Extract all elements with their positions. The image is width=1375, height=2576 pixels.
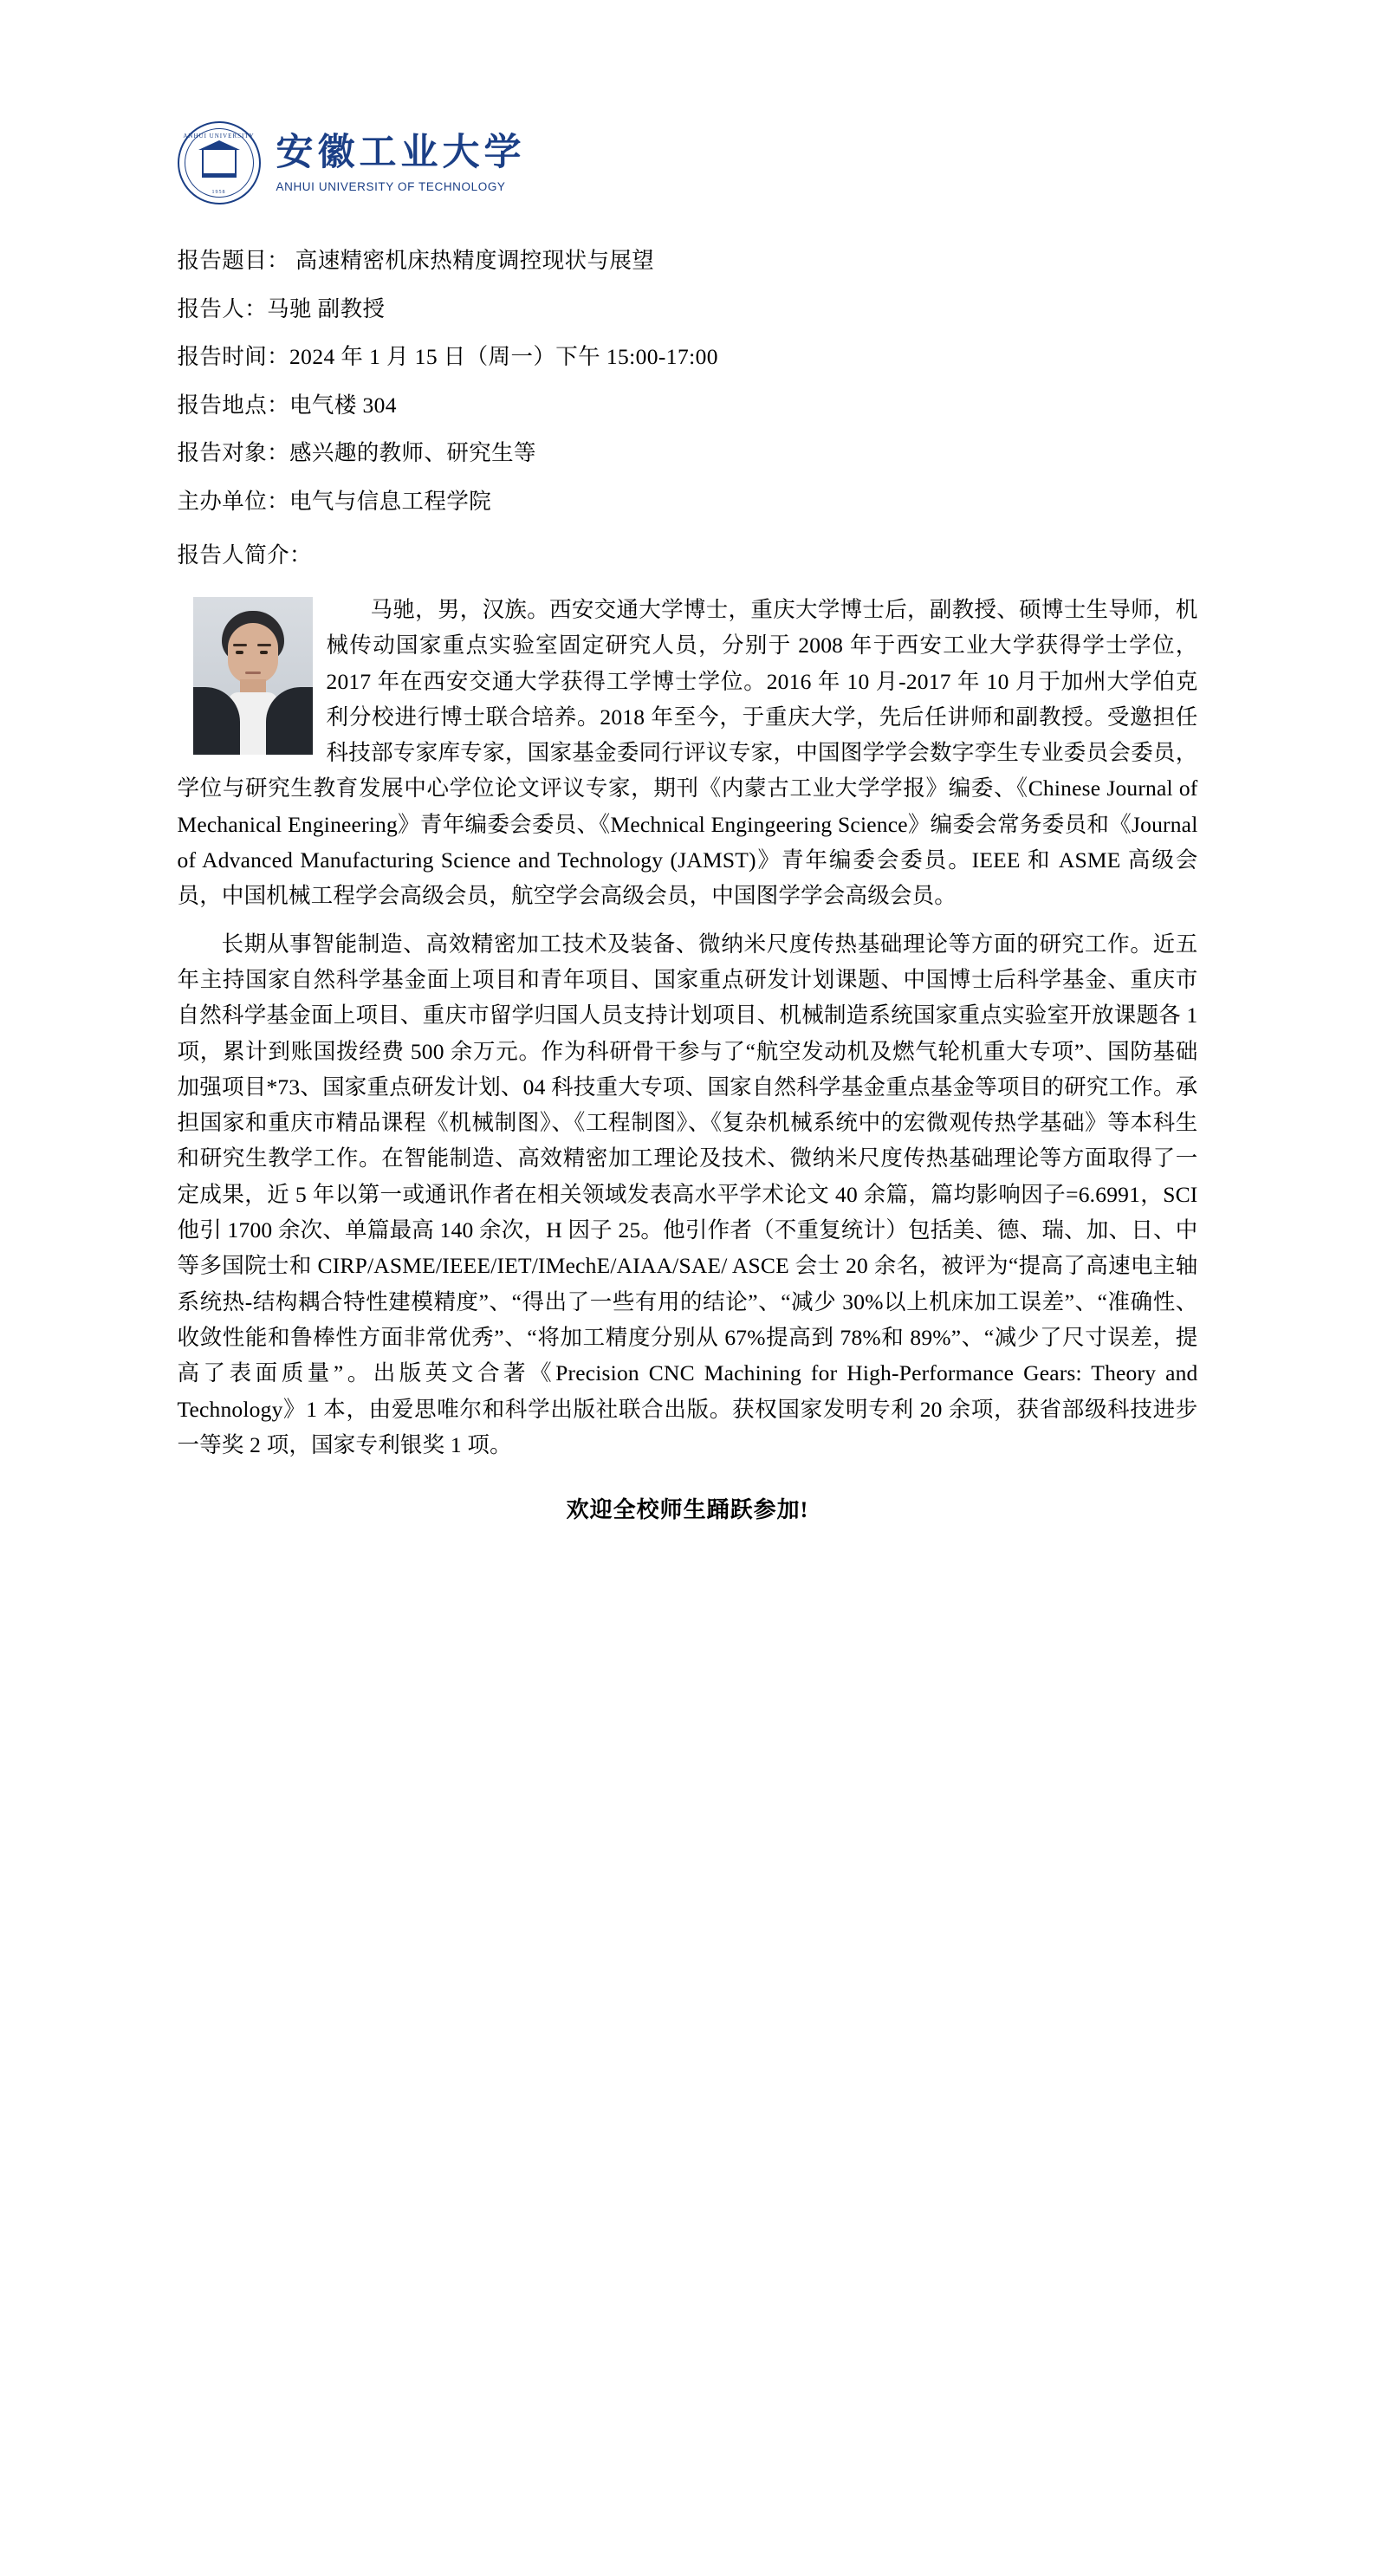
university-name-block bbox=[276, 133, 526, 193]
meta-value-audience: 感兴趣的教师、研究生等 bbox=[289, 440, 536, 465]
meta-label-organizer: 主办单位： bbox=[177, 488, 290, 514]
bio-paragraph-1: 马驰，男，汉族。西安交通大学博士，重庆大学博士后，副教授、硕博士生导师，机械传动国家重点实验室固定研究人员，分别于 2008 年于西安工业大学获得学士学位，2017 年在西安交通大学获得工学博士学位。2016 年 10 月-2017 年 10 月于加州大学伯克利分校进行博士联合培养。2018 年至今，于重庆大学，先后任讲师和副教授。受邀担任科技部专家库专家，国家基金委同行评议专家，中国图学学会数字孪生专业委员会委员，学位与研究生教育发展中心学位论文评议专家，期刊《内蒙古工业大学学报》编委、《Chinese Journal of Mechanical Engineering》青年编委会委员、《Mechnical Engingeering Science》编委会常务委员和《Journal of Advanced Manufacturing Science and Technology (JAMST)》青年编委会委员。IEEE 和 ASME 高级会员，中国机械工程学会高级会员，航空学会高级会员，中国图学学会高级会员。 bbox=[177, 597, 1198, 909]
meta-label-title: 报告题目： bbox=[177, 248, 290, 273]
speaker-portrait bbox=[193, 597, 313, 755]
university-name-cn: 安徽工业大学 bbox=[276, 132, 526, 173]
seal-top-text: ANHUI UNIVERSITY bbox=[183, 133, 255, 140]
meta-label-audience: 报告对象： bbox=[177, 440, 290, 465]
bio-paragraph-2: 长期从事智能制造、高效精密加工技术及装备、微纳米尺度传热基础理论等方面的研究工作。近五年主持国家自然科学基金面上项目和青年项目、国家重点研发计划课题、中国博士后科学基金、重庆市自然科学基金面上项目、重庆市留学归国人员支持计划项目、机械制造系统国家重点实验室开放课题各 1 项，累计到账国拨经费 500 余万元。作为科研骨干参与了“航空发动机及燃气轮机重大专项”、国防基础加强项目*73、国家重点研发计划、04 科技重大专项、国家自然科学基金重点基金等项目的研究工作。承担国家和重庆市精品课程《机械制图》、《工程制图》、《复杂机械系统中的宏微观传热学基础》等本科生和研究生教学工作。在智能制造、高效精密加工理论及技术、微纳米尺度传热基础理论等方面取得了一定成果，近 5 年以第一或通讯作者在相关领域发表高水平学术论文 40 余篇，篇均影响因子=6.6991，SCI 他引 1700 余次、单篇最高 140 余次，H 因子 25。他引作者（不重复统计）包括美、德、瑞、加、日、中等多国院士和 CIRP/ASME/IEEE/IET/IMechE/AIAA/SAE/ ASCE 会士 20 余名，被评为“提高了高速电主轴系统热-结构耦合特性建模精度”、“得出了一些有用的结论”、“减少 30%以上机床加工误差”、“准确性、收敛性能和鲁棒性方面非常优秀”、“将加工精度分别从 67%提高到 78%和 89%”、“减少了尺寸误差，提高了表面质量”。出版英文合著《Precision CNC Machining for High-Performance Gears: Theory and Technology》1 本，由爱思唯尔和科学出版社联合出版。获权国家发明专利 20 余项，获省部级科技进步一等奖 2 项，国家专利银奖 1 项。 bbox=[177, 931, 1198, 1457]
portrait-mouth bbox=[245, 672, 261, 674]
portrait-eye-right bbox=[260, 651, 268, 654]
portrait-brow-right bbox=[257, 644, 271, 646]
bio-section-title: 报告人简介： bbox=[177, 542, 312, 568]
portrait-brow-left bbox=[233, 644, 247, 646]
announcement-meta-list bbox=[164, 250, 1212, 512]
closing-line: 欢迎全校师生踊跃参加! bbox=[566, 1497, 809, 1523]
portrait-eye-left bbox=[236, 651, 243, 654]
university-name-en: ANHUI UNIVERSITY OF TECHNOLOGY bbox=[276, 180, 506, 194]
meta-value-speaker: 马驰 副教授 bbox=[267, 295, 386, 321]
meta-label-speaker: 报告人： bbox=[177, 295, 268, 321]
meta-value-title: 高速精密机床热精度调控现状与展望 bbox=[289, 248, 655, 273]
meta-value-organizer: 电气与信息工程学院 bbox=[289, 488, 492, 514]
bio-section bbox=[164, 592, 1212, 1463]
meta-row-title bbox=[178, 250, 1212, 272]
university-seal-icon bbox=[178, 121, 261, 204]
meta-row-location bbox=[178, 394, 1212, 417]
portrait-face-shape bbox=[228, 623, 278, 684]
meta-label-location: 报告地点： bbox=[177, 392, 290, 418]
seal-emblem-shape bbox=[202, 148, 237, 178]
meta-row-speaker bbox=[177, 295, 1212, 321]
meta-label-time: 报告时间： bbox=[177, 344, 290, 369]
document-content bbox=[164, 0, 1212, 1559]
seal-bottom-text: 1958 bbox=[211, 190, 226, 195]
letterhead bbox=[164, 121, 1212, 204]
meta-value-time: 2024 年 1 月 15 日（周一）下午 15:00-17:00 bbox=[289, 344, 718, 369]
meta-row-organizer bbox=[178, 490, 1212, 513]
bottom-spacer bbox=[164, 1524, 1212, 1559]
meta-value-location: 电气楼 304 bbox=[289, 392, 397, 418]
meta-row-audience bbox=[178, 442, 1212, 464]
meta-row-time bbox=[178, 346, 1212, 368]
